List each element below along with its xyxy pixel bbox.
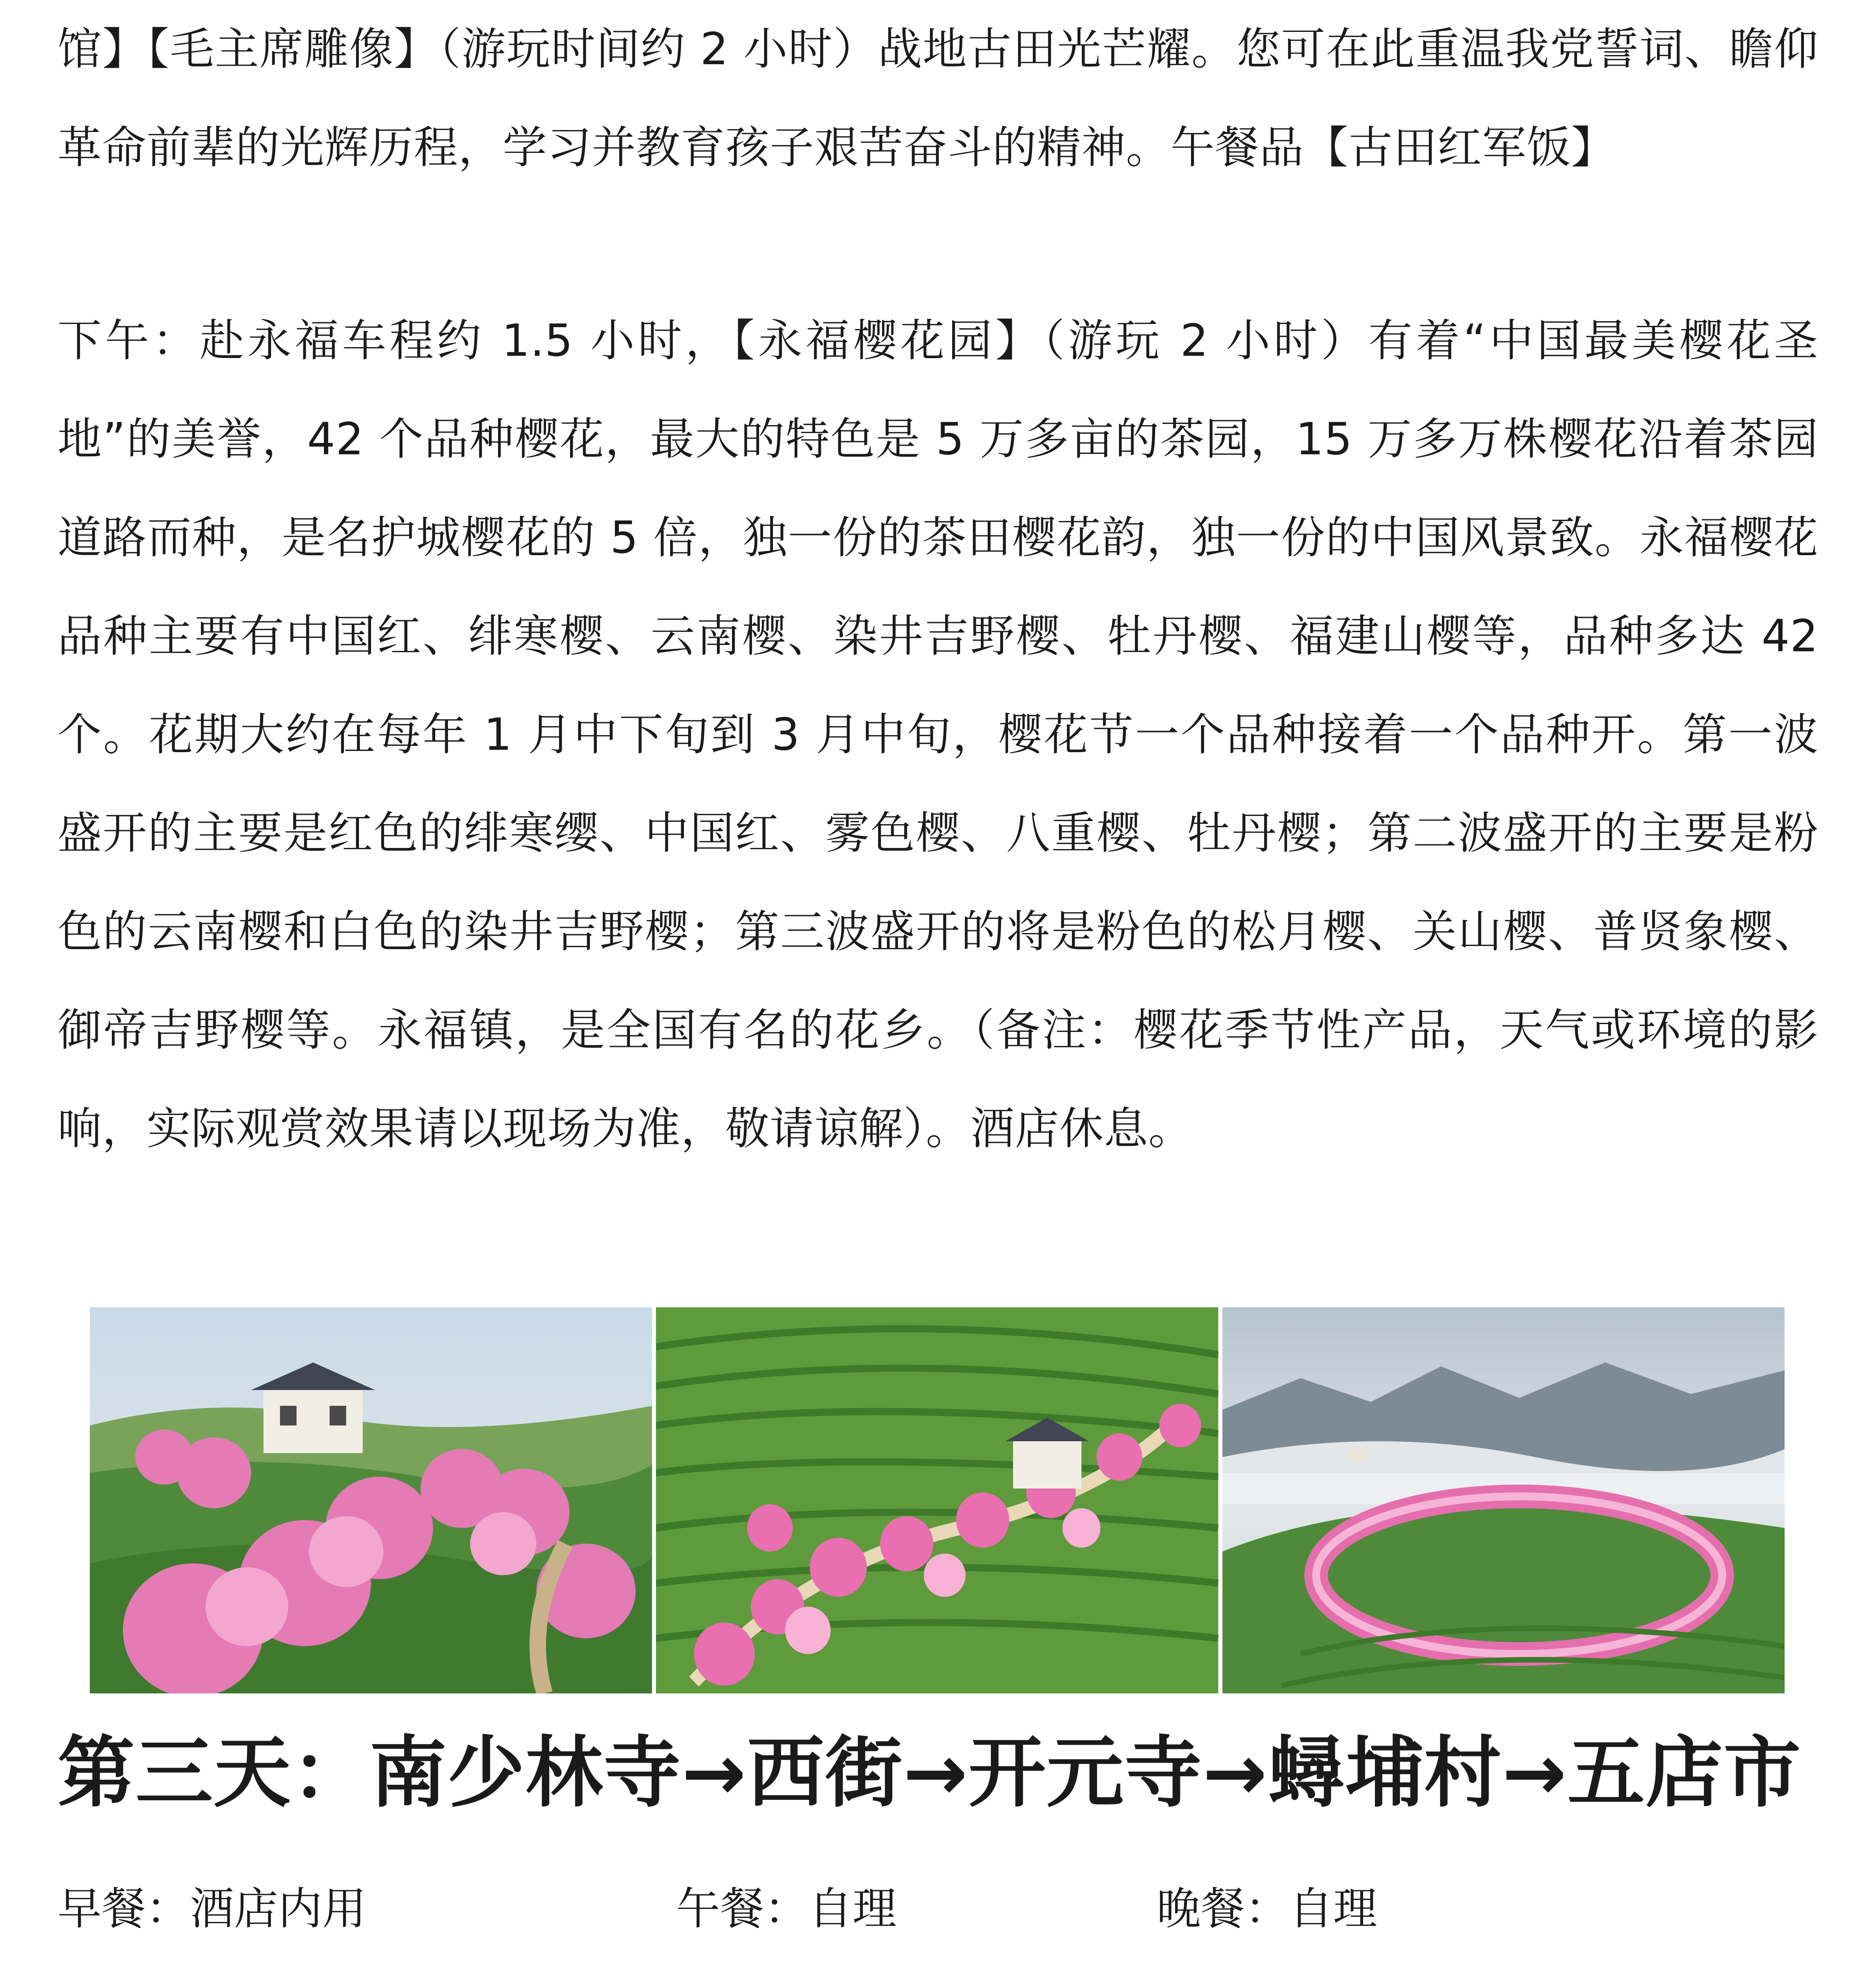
photo-strip <box>90 1307 1785 1693</box>
misty-mountain-blossom-ring-photo <box>1222 1307 1785 1693</box>
intro-paragraph: 馆】【毛主席雕像】（游玩时间约 2 小时）战地古田光芒耀。您可在此重温我党誓词、瞻仰革命前辈的光辉历程，学习并教育孩子艰苦奋斗的精神。午餐品【古田红军饭】 <box>58 24 1818 173</box>
lunch-label: 午餐：自理 <box>676 1883 897 1935</box>
dinner-label: 晚餐：自理 <box>1157 1883 1377 1935</box>
breakfast-label: 早餐：酒店内用 <box>58 1883 366 1935</box>
afternoon-paragraph: 下午：赴永福车程约 1.5 小时，【永福樱花园】（游玩 2 小时）有着“中国最美樱花圣地”的美誉，42 个品种樱花，最大的特色是 5 万多亩的茶园，15 万多万株樱花沿着茶园道路而种，是名护城樱花的 5 倍，独一份的茶田樱花韵，独一份的中国风景致。永福樱花品种主要有中国红、绯寒樱、云南樱、染井吉野樱、牡丹樱、福建山樱等，品种多达 42 个。花期大约在每年 1 月中下旬到 3 月中旬，樱花节一个品种接着一个品种开。第一波盛开的主要是红色的绯寒缨、中国红、雾色樱、八重樱、牡丹樱；第二波盛开的主要是粉色的云南樱和白色的染井吉野樱；第三波盛开的将是粉色的松月樱、关山樱、普贤象樱、御帝吉野樱等。永福镇，是全国有名的花乡。（备注：樱花季节性产品，天气或环境的影响，实际观赏效果请以现场为准，敬请谅解）。酒店休息。 <box>58 315 1818 1154</box>
tea-terrace-aerial-photo <box>656 1307 1218 1693</box>
cherry-blossom-house-photo <box>90 1307 652 1693</box>
hotel-line <box>58 1952 1818 1970</box>
day3-title: 第三天：南少林寺→西街→开元寺→蟳埔村→五店市 <box>58 1728 1802 1818</box>
meals-row <box>58 1860 1818 1958</box>
